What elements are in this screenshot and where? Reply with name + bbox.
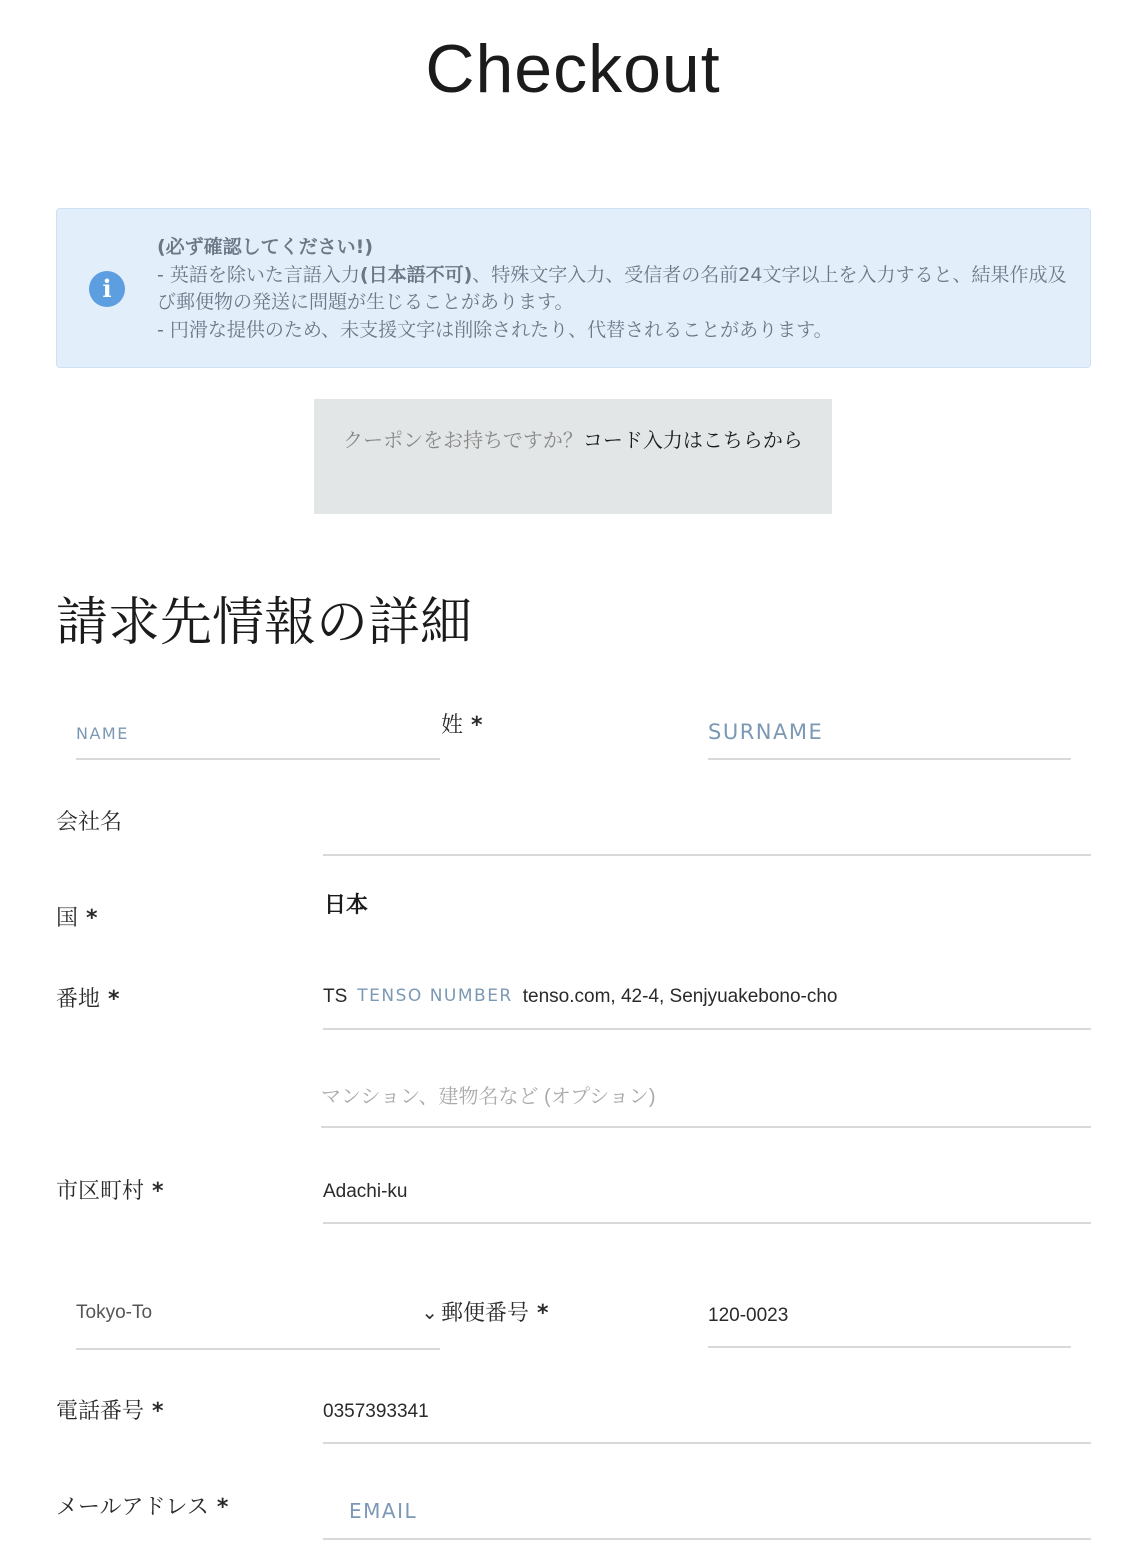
postcode-label	[441, 1296, 549, 1327]
notice-line-2: - 円滑な提供のため、未支援文字は削除されたり、代替されることがあります。	[157, 318, 833, 341]
address-prefix: TS	[323, 986, 348, 1007]
chevron-down-icon: ⌄	[421, 1302, 438, 1324]
coupon-code-link[interactable]: コード入力はこちらから	[582, 428, 803, 452]
notice-line-1-bold: (日本語不可)	[359, 263, 473, 286]
last-name-label	[441, 708, 483, 739]
company-input[interactable]	[323, 820, 1091, 856]
billing-section-title: 請求先情報の詳細	[56, 593, 473, 653]
postcode-label-text: 郵便番号	[441, 1301, 530, 1326]
required-mark: *	[152, 1179, 164, 1204]
country-label-text: 国	[56, 906, 79, 931]
country-value: 日本	[324, 893, 369, 918]
phone-label-text: 電話番号	[56, 1399, 145, 1424]
email-label-text: メールアドレス	[56, 1495, 209, 1520]
address-label-text: 番地	[56, 987, 101, 1012]
country-label	[56, 901, 98, 932]
notice-banner	[56, 208, 1091, 368]
prefecture-select[interactable]	[76, 1290, 440, 1350]
info-icon: i	[89, 271, 125, 307]
required-mark: *	[537, 1301, 549, 1326]
phone-label	[56, 1394, 164, 1425]
coupon-banner	[314, 399, 832, 514]
required-mark: *	[86, 906, 98, 931]
city-label	[56, 1174, 164, 1205]
last-name-input[interactable]	[708, 722, 1071, 760]
address-suffix: tenso.com, 42-4, Senjyuakebono-cho	[522, 986, 838, 1007]
address-line-2-input[interactable]	[321, 1082, 1091, 1128]
notice-line-1	[157, 262, 1067, 317]
required-mark: *	[216, 1495, 229, 1520]
page-title: Checkout	[425, 31, 721, 107]
city-input[interactable]	[323, 1176, 1091, 1224]
email-input[interactable]	[323, 1500, 1091, 1540]
required-mark: *	[471, 713, 483, 738]
required-mark: *	[152, 1399, 164, 1424]
last-name-label-text: 姓	[441, 713, 464, 738]
coupon-prompt: クーポンをお持ちですか？	[343, 428, 583, 452]
phone-input[interactable]	[323, 1396, 1091, 1444]
notice-text	[157, 234, 1067, 344]
notice-heading: (必ず確認してください!)	[157, 236, 374, 258]
first-name-input[interactable]	[76, 726, 440, 760]
address-handwritten-note: TENSO NUMBER	[357, 986, 513, 1006]
notice-line-1-pre: - 英語を除いた言語入力	[157, 263, 360, 286]
required-mark: *	[108, 987, 120, 1012]
company-label: 会社名	[56, 810, 123, 835]
address-line-1-input[interactable]	[323, 980, 1091, 1030]
city-label-text: 市区町村	[56, 1179, 145, 1204]
email-label	[56, 1490, 228, 1521]
postcode-input[interactable]	[708, 1300, 1071, 1348]
address-label	[56, 982, 120, 1013]
notice-line-1-post: 、特殊文字入力、受信者の名前24文字以上を入力すると、結果作成及び郵便物の発送に問題が生じることがあります。	[157, 263, 1067, 313]
prefecture-selected-value: Tokyo-To	[76, 1302, 153, 1323]
